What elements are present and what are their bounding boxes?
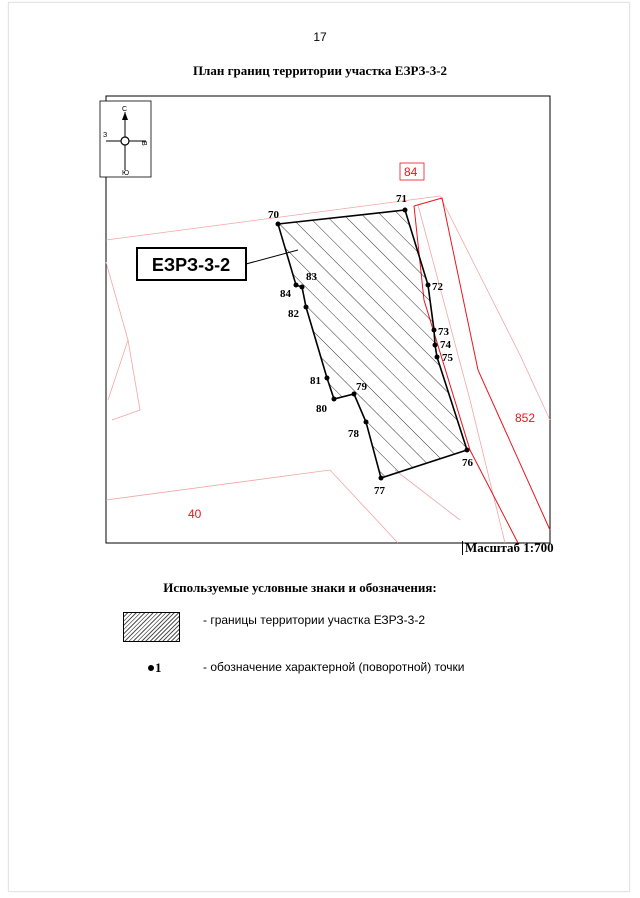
cadastral-label-852: 852 xyxy=(515,411,536,425)
point-74 xyxy=(433,343,438,348)
point-label-74: 74 xyxy=(440,339,451,351)
point-83 xyxy=(300,285,305,290)
compass-north-label: С xyxy=(122,106,128,113)
point-81 xyxy=(325,376,330,381)
parcel-boundary xyxy=(278,210,467,478)
legend-boundary-text: - границы территории участка ЕЗРЗ-3-2 xyxy=(203,613,426,627)
page-number: 17 xyxy=(313,30,327,44)
point-label-81: 81 xyxy=(310,375,321,387)
point-70 xyxy=(276,222,281,227)
point-76 xyxy=(465,448,470,453)
point-75 xyxy=(435,355,440,360)
point-label-72: 72 xyxy=(432,281,443,293)
point-77 xyxy=(379,476,384,481)
scale-label: Масштаб 1:700 xyxy=(462,541,554,555)
point-label-84: 84 xyxy=(280,288,291,300)
compass-south-label: Ю xyxy=(122,170,130,177)
legend-hatch-swatch xyxy=(123,612,180,642)
point-label-83: 83 xyxy=(306,271,317,283)
point-label-71: 71 xyxy=(396,193,407,205)
point-label-78: 78 xyxy=(348,428,359,440)
zone-label-callout xyxy=(137,248,298,280)
zone-label: ЕЗРЗ-3-2 xyxy=(151,255,231,275)
legend-title: Используемые условные знаки и обозначения: xyxy=(163,580,437,595)
point-label-70: 70 xyxy=(268,209,279,221)
compass-west-label: З xyxy=(103,132,108,139)
point-label-73: 73 xyxy=(438,326,449,338)
compass-east-label: В xyxy=(140,141,147,146)
point-dot-icon xyxy=(148,665,154,671)
point-label-76: 76 xyxy=(462,457,473,469)
legend-point-text: - обозначение характерной (поворотной) точки xyxy=(203,660,465,674)
cadastral-label-40: 40 xyxy=(188,507,202,521)
point-71 xyxy=(403,208,408,213)
point-label-77: 77 xyxy=(374,485,385,497)
point-82 xyxy=(304,305,309,310)
point-80 xyxy=(332,397,337,402)
cadastral-label-84: 84 xyxy=(404,165,418,179)
point-label-79: 79 xyxy=(356,381,367,393)
compass-rose xyxy=(100,101,151,177)
point-72 xyxy=(426,283,431,288)
point-label-82: 82 xyxy=(288,308,299,320)
legend-point-number: 1 xyxy=(155,660,162,675)
point-label-80: 80 xyxy=(316,403,327,415)
legend-point-sample xyxy=(148,660,162,676)
point-78 xyxy=(364,420,369,425)
point-84 xyxy=(294,283,299,288)
point-label-75: 75 xyxy=(442,352,453,364)
point-73 xyxy=(432,328,437,333)
page-title: План границ территории участка ЕЗРЗ-3-2 xyxy=(192,63,448,78)
